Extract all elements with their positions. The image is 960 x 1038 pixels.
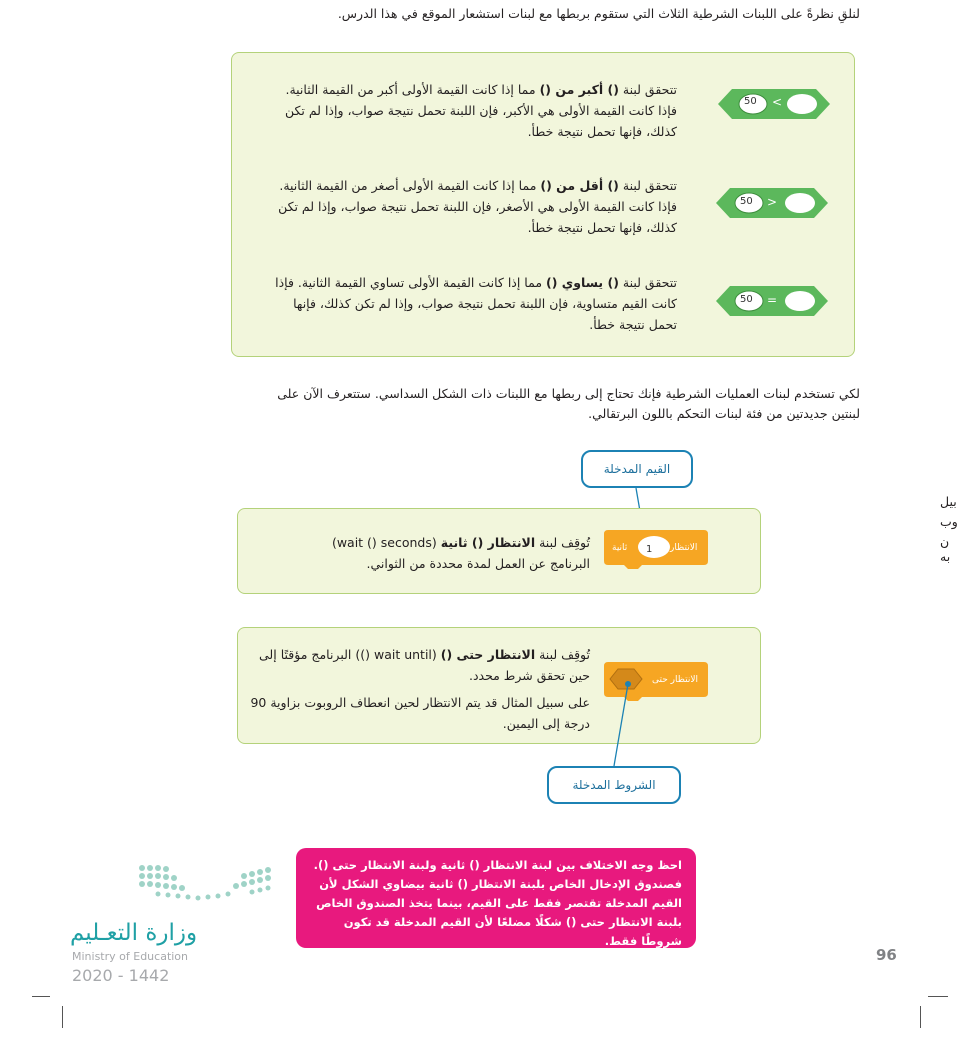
greater-value: 50	[744, 96, 757, 107]
side-fragment-1: بيل	[940, 494, 957, 509]
ministry-logo-arabic: وزارة التعـليم	[70, 920, 198, 946]
equals-value: 50	[740, 294, 753, 305]
difference-note: احظ وجه الاختلاف بين لبنة الانتظار () ثانية ولبنة الانتظار حتى (). فصندوق الإدخال الخاص بلبنة الانتظار () ثانية بيضاوي الشكل لأن القيم المدخلة تقتصر فقط على القيم، بينما يتخذ الصندوق الخاص بلبنة الانتظار حتى () شكلًا مضلعًا لأن القيم المدخلة قد تكون شروطًا فقط.	[296, 848, 696, 948]
crop-mark-left-h	[32, 996, 50, 997]
page-number: 96	[876, 946, 897, 964]
callout-conditions-line	[604, 680, 634, 770]
equals-symbol: =	[767, 293, 778, 307]
wait-until-label: الانتظار حتى	[652, 675, 698, 685]
less-symbol: >	[767, 195, 778, 209]
wait-until-description: تُوقِف لبنة الانتظار حتى () (wait until ()) البرنامج مؤقتًا إلى حين تحقق شرط محدد.	[259, 647, 590, 683]
wait-until-example: على سبيل المثال قد يتم الانتظار لحين انعطاف الروبوت بزاوية 90 درجة إلى اليمين.	[250, 695, 590, 731]
wait-seconds-description: تُوقِف لبنة الانتظار () ثانية (wait () seconds) البرنامج عن العمل لمدة محددة من الثواني.	[331, 535, 590, 571]
hexagon-paragraph: لكي تستخدم لبنات العمليات الشرطية فإنك تحتاج إلى ربطها مع اللبنات ذات الشكل السداسي. ستتعرف الآن على لبنتين جديدتين من فئة لبنات التحكم باللون البرتقالي.	[277, 386, 860, 421]
wait-seconds-label: الانتظار	[670, 543, 698, 553]
less-value: 50	[740, 196, 753, 207]
equals-description: تتحقق لبنة () يساوي () مما إذا كانت القيمة الأولى تساوي القيمة الثانية. فإذا كانت القيم متساوية، فإن اللبنة تحمل نتيجة صواب، وإذا لم تكن كذلك، فإنها تحمل نتيجة خطأ.	[275, 275, 677, 332]
side-fragment-3: ن به	[940, 534, 951, 564]
greater-description: تتحقق لبنة () أكبر من () مما إذا كانت القيمة الأولى أكبر من القيمة الثانية. فإذا كانت القيمة الأولى هي الأكبر، فإن اللبنة تحمل نتيجة صواب، وإذا لم تكن كذلك، فإنها تحمل نتيجة خطأ.	[284, 82, 677, 139]
ministry-logo-dots	[138, 864, 272, 910]
ministry-logo-english: Ministry of Education	[72, 950, 189, 963]
crop-mark-left-v	[62, 1006, 63, 1028]
wait-seconds-unit: ثانية	[612, 543, 628, 553]
side-fragment-2: وب	[940, 514, 958, 529]
crop-mark-right-v	[920, 1006, 921, 1028]
crop-mark-right-h	[928, 996, 948, 997]
wait-seconds-value: 1	[646, 544, 653, 555]
intro-paragraph: لنلقِ نظرةً على اللبنات الشرطية الثلاث التي ستقوم بربطها مع لبنات استشعار الموقع في هذا الدرس.	[337, 6, 860, 21]
callout-condition-inputs: الشروط المدخلة	[547, 766, 681, 804]
ministry-logo-year: 2020 - 1442	[72, 966, 170, 985]
greater-symbol: <	[772, 95, 783, 109]
less-description: تتحقق لبنة () أقل من () مما إذا كانت القيمة الأولى أصغر من القيمة الثانية. فإذا كانت القيمة الأولى هي الأصغر، فإن اللبنة تحمل نتيجة صواب، وإذا لم تكن كذلك، فإنها تحمل نتيجة خطأ.	[278, 178, 677, 235]
callout-input-values: القيم المدخلة	[581, 450, 693, 488]
